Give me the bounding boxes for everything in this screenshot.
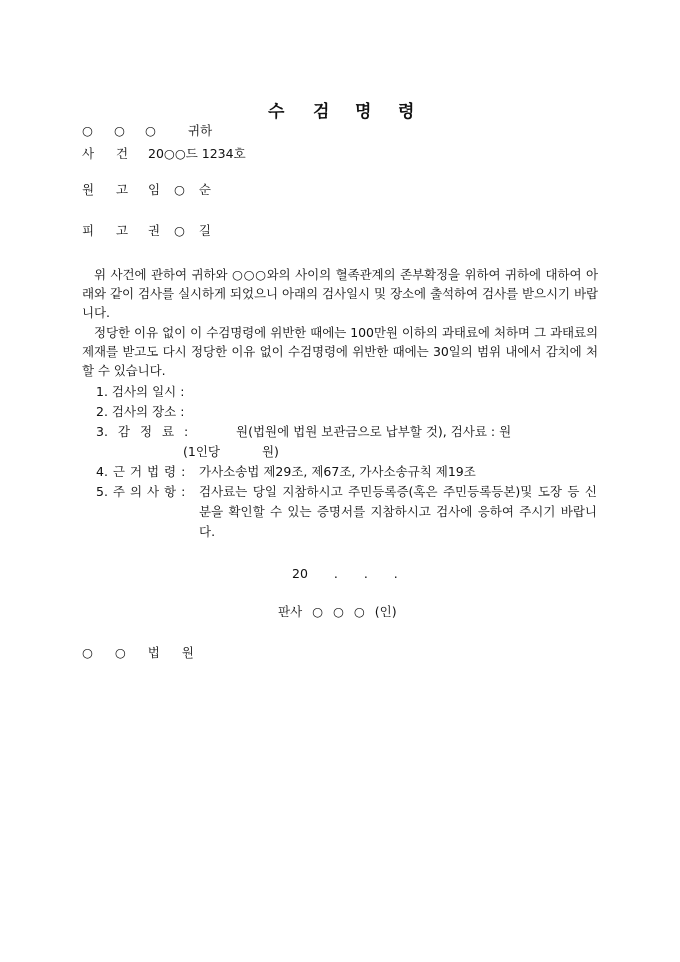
title-char-2: 검 — [313, 102, 330, 122]
case-label: 사 건 — [82, 146, 129, 161]
item-5-value: 검사료는 당일 지참하시고 주민등록증(혹은 주민등록등본)및 도장 등 신분을 확인할 수 있는 증명서를 지참하시고 검사에 응하여 주시기 바랍니다. — [199, 484, 597, 539]
addressee-suffix: 귀하 — [188, 123, 213, 138]
date-line: 20 . . . — [292, 566, 398, 581]
item-2-label: 2. 검사의 장소 : — [96, 404, 185, 419]
defendant-label: 피 고 — [82, 223, 129, 238]
item-3-label: 3. 감 정 료 : — [96, 424, 189, 439]
body-paragraph-2: 정당한 이유 없이 이 수검명령에 위반한 때에는 100만원 이하의 과태료에 처하며 그 과태료의 제재를 받고도 다시 정당한 이유 없이 수검명령에 위반한 때에는 30일의 범위 내에서 감치에 처할 수 있습니다. — [82, 325, 598, 378]
defendant-name: 권 ○ 길 — [148, 223, 212, 238]
addressee-mark-1: ○ — [82, 123, 93, 138]
judge-signature-line: 판사 ○ ○ ○ (인) — [278, 604, 397, 619]
item-3-value: 원(법원에 법원 보관금으로 납부할 것), 검사료 : 원 — [236, 424, 512, 439]
body-paragraph-1: 위 사건에 관하여 귀하와 ○○○와의 사이의 혈족관계의 존부확정을 위하여 귀하에 대하여 아래와 같이 검사를 실시하게 되었으니 아래의 검사일시 및 장소에 출석하여 검사를 받으시기 바랍니다. — [82, 267, 598, 320]
item-5-label: 5. 주 의 사 항 : — [96, 484, 186, 499]
title-char-1: 수 — [268, 102, 285, 122]
item-3-sub: (1인당 원) — [183, 444, 279, 459]
item-1-label: 1. 검사의 일시 : — [96, 384, 185, 399]
item-4-value: 가사소송법 제29조, 제67조, 가사소송규칙 제19조 — [199, 464, 476, 479]
item-4-label: 4. 근 거 법 령 : — [96, 464, 186, 479]
title-char-4: 령 — [398, 102, 415, 122]
addressee-mark-3: ○ — [145, 123, 156, 138]
title-char-3: 명 — [355, 102, 372, 122]
plaintiff-label: 원 고 — [82, 182, 129, 197]
plaintiff-name: 임 ○ 순 — [148, 182, 212, 197]
case-number: 20○○드 1234호 — [148, 146, 246, 161]
addressee-mark-2: ○ — [114, 123, 125, 138]
court-name: ○ ○ 법 원 — [82, 645, 194, 660]
